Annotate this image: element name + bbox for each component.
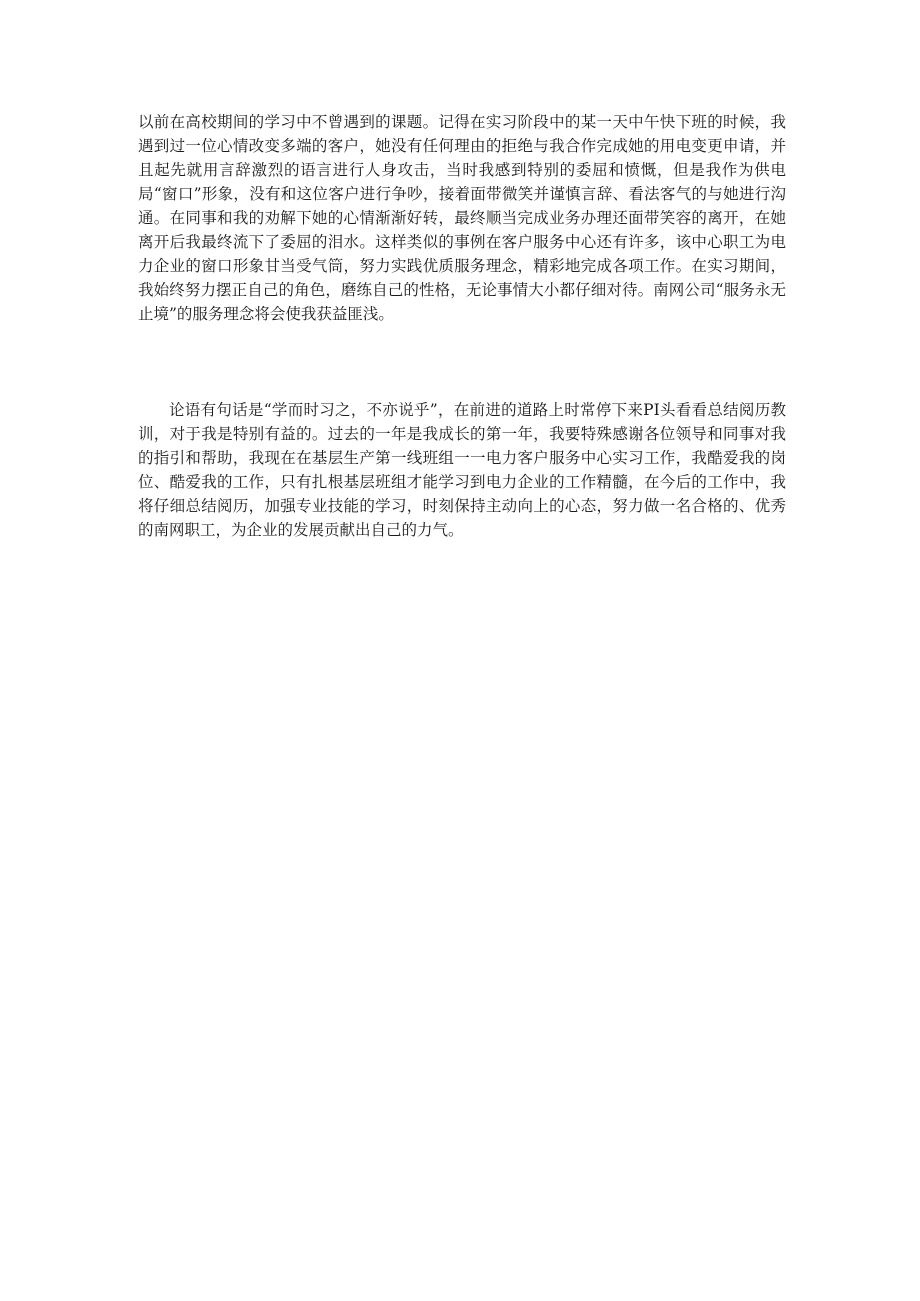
- paragraph-2: 论语有句话是“学而时习之，不亦说乎”，在前进的道路上时常停下来PI头看看总结阅历教训，对于我是特别有益的。过去的一年是我成长的第一年，我要特殊感谢各位领导和同事对我的指引和帮助，我现在在基层生产第一线班组一一电力客户服务中心实习工作，我酷爱我的岗位、酷爱我的工作，只有扎根基层班组才能学习到电力企业的工作精髓，在今后的工作中，我将仔细总结阅历，加强专业技能的学习，时刻保持主动向上的心态，努力做一名合格的、优秀的南网职工，为企业的发展贡献出自己的力气。: [138, 401, 786, 539]
- document-body: [138, 110, 786, 542]
- paragraph-1: 以前在高校期间的学习中不曾遇到的课题。记得在实习阶段中的某一天中午快下班的时候，我遇到过一位心情改变多端的客户，她没有任何理由的拒绝与我合作完成她的用电变更申请，并且起先就用言辞激烈的语言进行人身攻击，当时我感到特别的委屈和愤慨，但是我作为供电局“窗口”形象，没有和这位客户进行争吵，接着面带微笑并谨慎言辞、看法客气的与她进行沟通。在同事和我的劝解下她的心情渐渐好转，最终顺当完成业务办理还面带笑容的离开，在她离开后我最终流下了委屈的泪水。这样类似的事例在客户服务中心还有许多，该中心职工为电力企业的窗口形象甘当受气筒，努力实践优质服务理念，精彩地完成各项工作。在实习期间，我始终努力摆正自己的角色，磨练自己的性格，无论事情大小都仔细对待。南网公司“服务永无止境”的服务理念将会使我获益匪浅。: [138, 113, 786, 323]
